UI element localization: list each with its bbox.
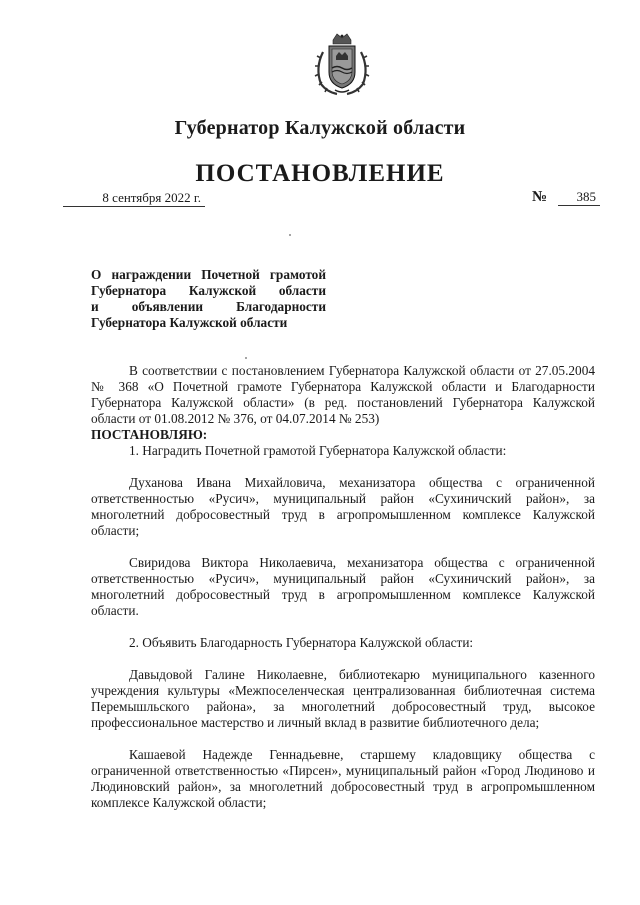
- subject-line: и объявлении Благодарности: [91, 299, 326, 314]
- scan-speck: [289, 234, 291, 236]
- item1-heading: 1. Наградить Почетной грамотой Губернатора Калужской области:: [129, 443, 507, 458]
- document-subject: [91, 267, 326, 331]
- preamble-paragraph: В соответствии с постановлением Губернатора Калужской области от 27.05.2004 № 368 «О Почетной грамоте Губернатора Калужской области и Благодарности Губернатора Калужской области» (в ред. постановлений Губернатора Калужской области от 01.08.2012 № 376, от 04.07.2014 № 253): [91, 363, 595, 426]
- award-entry: Духанова Ивана Михайловича, механизатора общества с ограниченной ответственностью «Русич», муниципальный район «Сухиничский район», за многолетний добросовестный труд в агропромышленном комплексе Калужской области;: [91, 475, 595, 538]
- gratitude-entry: Давыдовой Галине Николаевне, библиотекарю муниципального казенного учреждения культуры «Межпоселенческая централизованная библиотечная система Перемышльского района», за многолетний добросовестный труд, высокое профессиональное мастерство и личный вклад в развитие библиотечного дела;: [91, 667, 595, 730]
- document-body: [91, 363, 595, 811]
- gratitude-entry: Кашаевой Надежде Геннадьевне, старшему кладовщику общества с ограниченной ответственностью «Пирсен», муниципальный район «Город Людиново и Людиновский район», за многолетний добросовестный труд в агропромышленном комплексе Калужской области;: [91, 747, 595, 810]
- subject-line: Губернатора Калужской области: [91, 283, 326, 298]
- kaluga-coat-of-arms-icon: [311, 32, 373, 98]
- document-number: 385: [558, 189, 600, 206]
- document-type: ПОСТАНОВЛЕНИЕ: [195, 160, 445, 187]
- governor-title: Губернатор Калужской области: [174, 117, 466, 139]
- subject-line: Губернатора Калужской области: [91, 315, 288, 330]
- subject-line: О награждении Почетной грамотой: [91, 267, 326, 282]
- item2-heading: 2. Объявить Благодарность Губернатора Калужской области:: [129, 635, 474, 650]
- resolve-heading: ПОСТАНОВЛЯЮ:: [91, 427, 208, 442]
- document-date: 8 сентября 2022 г.: [63, 190, 205, 207]
- award-entry: Свиридова Виктора Николаевича, механизатора общества с ограниченной ответственностью «Русич», муниципальный район «Сухиничский район», за многолетний добросовестный труд в агропромышленном комплексе Калужской области.: [91, 555, 595, 618]
- number-label: №: [532, 189, 548, 205]
- scan-speck: [245, 357, 247, 359]
